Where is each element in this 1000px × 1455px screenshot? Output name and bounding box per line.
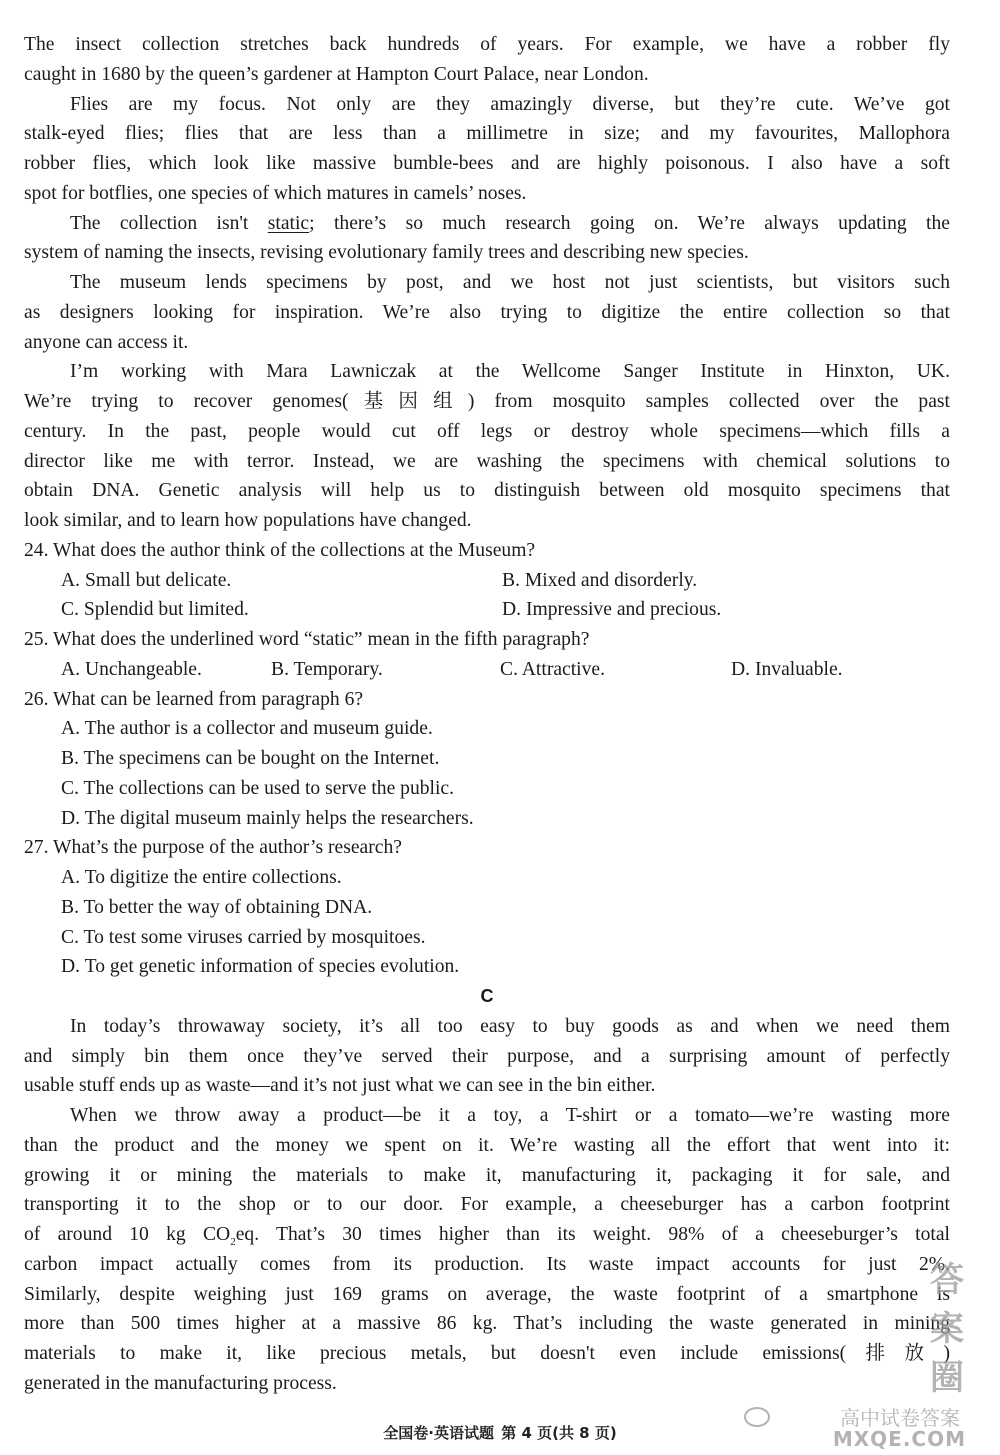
question-26-option-a: A. The author is a collector and museum guide. xyxy=(61,718,433,740)
question-27-option-d: D. To get genetic information of species evolution. xyxy=(61,956,460,978)
question-27-option-a: A. To digitize the entire collections. xyxy=(61,867,342,888)
passage-line: robber flies, which look like massive bumble-bees and are highly poisonous. I also have a soft xyxy=(24,153,950,174)
question-25-option-d: D. Invaluable. xyxy=(731,658,843,680)
passage-line: system of naming the insects, revising evolutionary family trees and describing new species. xyxy=(24,242,749,264)
question-27-option-b: B. To better the way of obtaining DNA. xyxy=(61,896,373,918)
text-before-static: The collection isn't xyxy=(70,212,268,234)
question-25-options-row xyxy=(24,655,950,685)
passage-line: director like me with terror. Instead, we are washing the specimens with chemical solutions to xyxy=(24,450,950,472)
question-25-option-b: B. Temporary. xyxy=(271,658,383,680)
co2-text-before: of around 10 kg CO xyxy=(24,1224,231,1245)
passage-line: We’re trying to recover genomes(基因组) from mosquito samples collected over the past xyxy=(24,391,950,412)
passage-line-co2 xyxy=(24,1220,950,1250)
passage-line: usable stuff ends up as waste—and it’s not just what we can see in the bin either. xyxy=(24,1075,656,1097)
passage-line: Flies are my focus. Not only are they amazingly diverse, but they’re cute. We’ve got xyxy=(70,93,950,115)
question-26-option-c: C. The collections can be used to serve the public. xyxy=(61,777,455,799)
passage-line: The museum lends specimens by post, and we host not just scientists, but visitors such xyxy=(70,272,950,293)
passage-line: stalk-eyed flies; flies that are less than a millimetre in size; and my favourites, Mallophora xyxy=(24,123,950,145)
question-27-stem: 27. What’s the purpose of the author’s research? xyxy=(24,837,402,859)
question-26-option-b: B. The specimens can be bought on the Internet. xyxy=(61,748,440,769)
passage-line: When we throw away a product—be it a toy, a T-shirt or a tomato—we’re wasting more xyxy=(70,1105,950,1126)
co2-subscript: 2 xyxy=(230,1235,236,1248)
question-25-stem: 25. What does the underlined word “static” mean in the fifth paragraph? xyxy=(24,629,590,650)
passage-line: and simply bin them once they’ve served their purpose, and a surprising amount of perfectly xyxy=(24,1045,950,1067)
passage-line: Similarly, despite weighing just 169 grams on average, the waste footprint of a smartphone is xyxy=(24,1283,950,1305)
question-26-stem: 26. What can be learned from paragraph 6? xyxy=(24,688,364,710)
question-24-option-a: A. Small but delicate. xyxy=(61,569,232,591)
watermark-logo: 答案圈 xyxy=(930,1260,966,1398)
question-24-option-c: C. Splendid but limited. xyxy=(61,599,249,621)
passage-line: generated in the manufacturing process. xyxy=(24,1372,337,1394)
passage-line-static xyxy=(24,209,950,239)
question-24-stem: 24. What does the author think of the collections at the Museum? xyxy=(24,539,536,561)
passage-line: materials to make it, like precious metals, but doesn't even include emissions(排放) xyxy=(24,1343,950,1364)
passage-line: In today’s throwaway society, it’s all too easy to buy goods as and when we need them xyxy=(70,1015,950,1037)
passage-line: more than 500 times higher at a massive 86 kg. That’s including the waste generated in mining xyxy=(24,1313,950,1335)
wechat-icon xyxy=(744,1407,770,1427)
footer-page-number: 第 4 页(共 8 页) xyxy=(501,1424,617,1442)
question-24-option-b: B. Mixed and disorderly. xyxy=(502,569,698,591)
question-24-option-d: D. Impressive and precious. xyxy=(502,599,722,621)
text-after-static: ; there’s so much research going on. We’re always updating the xyxy=(309,212,950,234)
watermark-account: 高中试卷答案 xyxy=(840,1406,960,1430)
passage-line: spot for botflies, one species of which matures in camels’ noses. xyxy=(24,182,527,204)
passage-line: anyone can access it. xyxy=(24,331,189,353)
passage-line: caught in 1680 by the queen’s gardener at Hampton Court Palace, near London. xyxy=(24,63,649,85)
question-25-option-a: A. Unchangeable. xyxy=(61,658,202,680)
underlined-word-static: static xyxy=(267,212,310,234)
passage-line: The insect collection stretches back hundreds of years. For example, we have a robber fly xyxy=(24,34,950,55)
question-26-option-d: D. The digital museum mainly helps the researchers. xyxy=(61,807,474,829)
passage-line: transporting it to the shop or to our door. For example, a cheeseburger has a carbon footprint xyxy=(24,1194,950,1216)
watermark-url: MXQE.COM xyxy=(832,1427,966,1451)
co2-text-after: eq. That’s 30 times higher than its weight. 98% of a cheeseburger’s total xyxy=(235,1224,950,1245)
passage-line: century. In the past, people would cut off legs or destroy whole specimens—which fills a xyxy=(24,420,950,442)
section-heading: C xyxy=(480,986,494,1006)
question-24-options-row xyxy=(24,595,950,625)
question-25-option-c: C. Attractive. xyxy=(500,658,606,680)
question-27-option-c: C. To test some viruses carried by mosquitoes. xyxy=(61,926,426,948)
exam-page xyxy=(24,30,950,1399)
passage-line: look similar, and to learn how populations have changed. xyxy=(24,510,472,531)
passage-line: obtain DNA. Genetic analysis will help us to distinguish between old mosquito specimens that xyxy=(24,480,950,502)
passage-line: I’m working with Mara Lawniczak at the Wellcome Sanger Institute in Hinxton, UK. xyxy=(70,361,950,383)
passage-line: than the product and the money we spent on it. We’re wasting all the effort that went into it: xyxy=(24,1134,950,1156)
question-24-options-row xyxy=(24,566,950,596)
passage-line: growing it or mining the materials to make it, manufacturing it, packaging it for sale, and xyxy=(24,1164,950,1186)
passage-line: as designers looking for inspiration. We’re also trying to digitize the entire collection so that xyxy=(24,301,950,323)
passage-line: carbon impact actually comes from its production. Its waste impact accounts for just 2%. xyxy=(24,1253,950,1275)
footer-paper-title: 全国卷·英语试题 xyxy=(383,1424,494,1442)
